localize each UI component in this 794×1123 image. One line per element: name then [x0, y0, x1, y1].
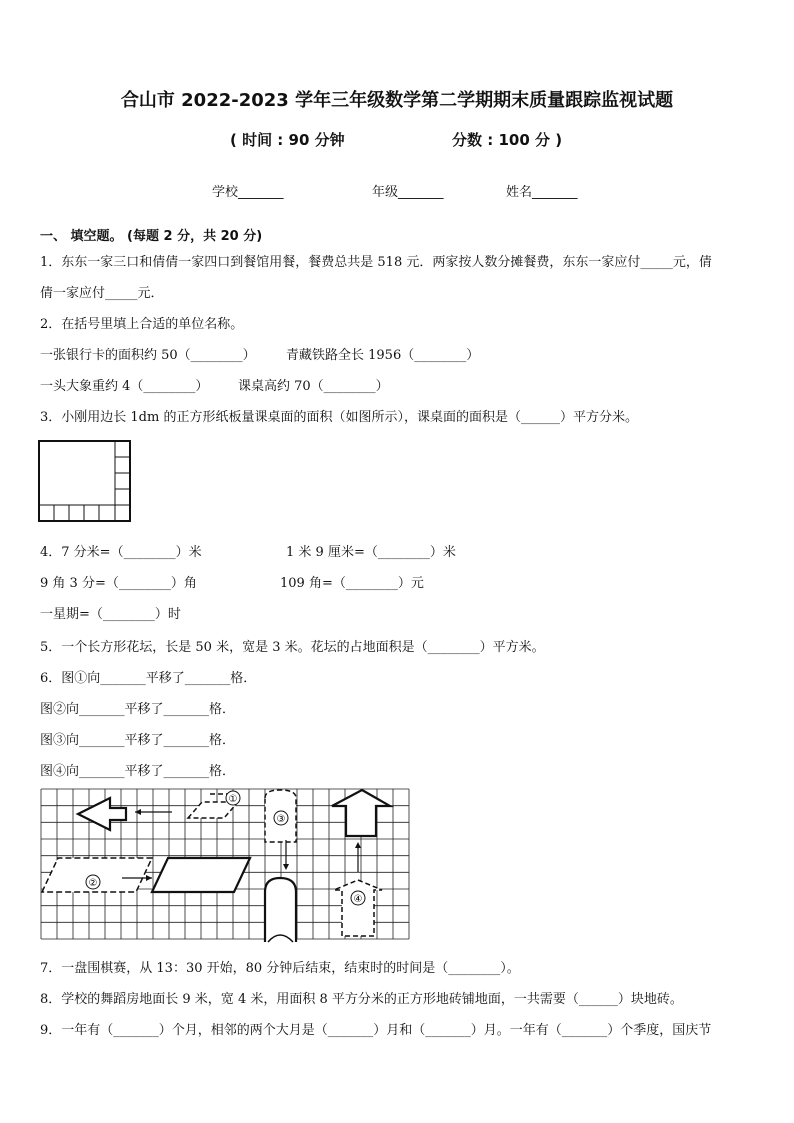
- figure-label-3: ③: [276, 814, 286, 825]
- figure-label-1: ①: [228, 794, 238, 805]
- question-5: 5．一个长方形花坛，长是 50 米，宽是 3 米。花坛的占地面积是（________）平方米。: [40, 640, 545, 655]
- desk-grid-figure: [38, 440, 132, 524]
- question-4b: 1 米 9 厘米=（________）米: [286, 545, 456, 560]
- question-7: 7．一盘围棋赛，从 13：30 开始，80 分钟后结束，结束时的时间是（________）。: [40, 961, 520, 976]
- question-4e: 一星期=（________）时: [40, 607, 181, 622]
- question-6a: 6．图①向_______平移了_______格．: [40, 671, 257, 686]
- question-1-line2: 倩一家应付_____元．: [40, 286, 164, 301]
- question-2: 2．在括号里填上合适的单位名称。: [40, 317, 244, 332]
- question-6c: 图③向_______平移了_______格．: [40, 733, 236, 748]
- question-4a: 4．7 分米=（________）米: [40, 545, 202, 560]
- question-2a: 一张银行卡的面积约 50（________）: [40, 348, 256, 363]
- question-4c: 9 角 3 分=（________）角: [40, 576, 197, 591]
- grade-field[interactable]: 年级_______: [372, 185, 444, 200]
- question-3: 3．小刚用边长 1dm 的正方形纸板量课桌面的面积（如图所示），课桌面的面积是（______）平方分米。: [40, 410, 638, 425]
- figure-label-2: ②: [88, 878, 98, 889]
- figure-label-4: ④: [353, 894, 363, 905]
- question-6d: 图④向_______平移了_______格．: [40, 764, 236, 779]
- question-2c: 一头大象重约 4（________）: [40, 379, 209, 394]
- page-title: 合山市 2022-2023 学年三年级数学第二学期期末质量跟踪监视试题: [120, 90, 674, 111]
- question-2b: 青藏铁路全长 1956（________）: [286, 348, 480, 363]
- question-1-line1: 1．东东一家三口和倩倩一家四口到餐馆用餐，餐费总共是 518 元．两家按人数分摊餐费，东东一家应付_____元，倩: [40, 255, 712, 270]
- question-6b: 图②向_______平移了_______格．: [40, 702, 236, 717]
- score-info: 分数 : 100 分 ): [452, 131, 563, 149]
- question-9: 9．一年有（_______）个月，相邻的两个大月是（_______）月和（_______）月。一年有（_______）个季度，国庆节: [40, 1023, 712, 1038]
- section-title: 一、 填空题。 (每题 2 分，共 20 分): [40, 229, 263, 244]
- translation-grid-figure: [40, 788, 412, 944]
- question-8: 8．学校的舞蹈房地面长 9 米，宽 4 米，用面积 8 平方分米的正方形地砖铺地面，一共需要（______）块地砖。: [40, 992, 683, 1007]
- question-2d: 课桌高约 70（________）: [238, 379, 389, 394]
- question-4d: 109 角=（________）元: [280, 576, 424, 591]
- time-info: ( 时间 : 90 分钟: [230, 131, 345, 149]
- school-field[interactable]: 学校_______: [212, 185, 284, 200]
- name-field[interactable]: 姓名_______: [506, 185, 578, 200]
